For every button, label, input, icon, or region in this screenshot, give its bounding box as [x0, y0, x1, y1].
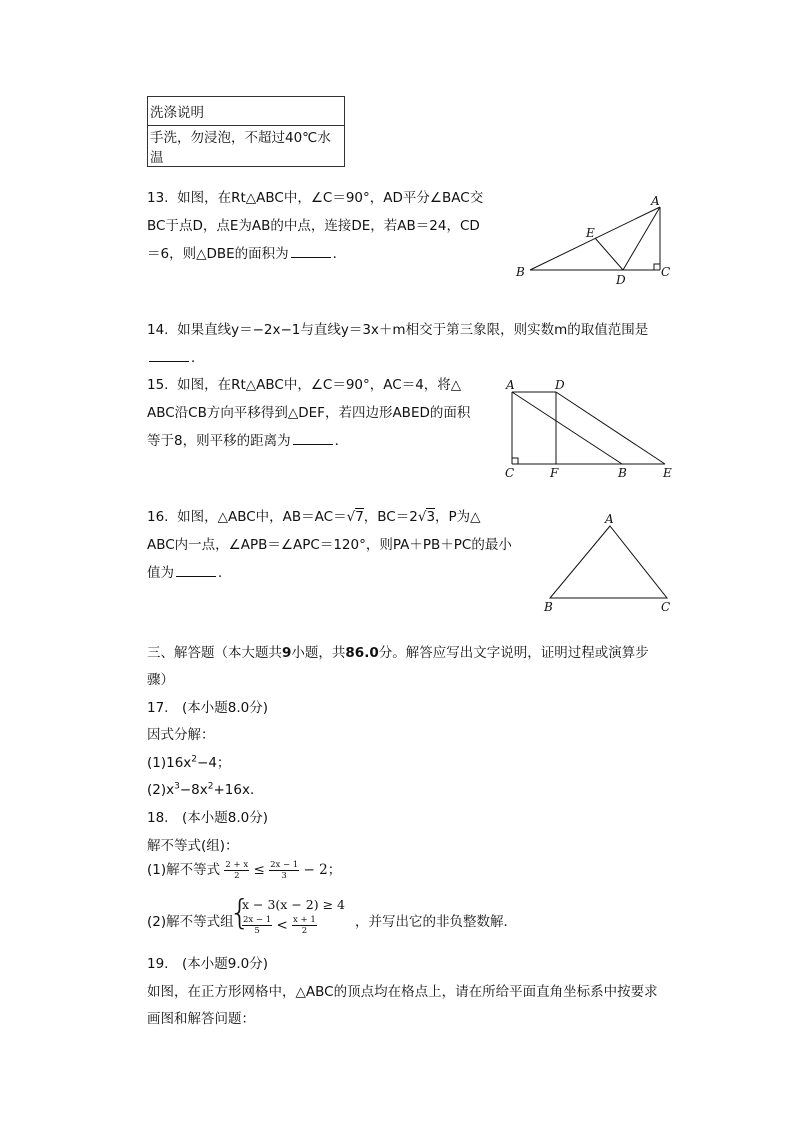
fraction: $\frac{2 + x}{2}$: [225, 859, 249, 881]
q17-part2-text2: −8x: [179, 782, 208, 798]
label-D: D: [616, 273, 626, 287]
label-E: E: [663, 466, 672, 480]
question-number: 15.: [147, 377, 169, 393]
q18-system-row1: x − 3(x − 2) ≥ 4: [242, 897, 345, 912]
q16-line1b: ，BC＝2: [363, 509, 418, 525]
sqrt-symbol: √: [417, 509, 427, 525]
q18-header: 18. (本小题8.0分): [147, 810, 268, 826]
label-B: B: [618, 466, 627, 480]
sqrt3-value: 3: [426, 509, 436, 525]
q17-part2-text: (2)x: [147, 782, 175, 798]
q18-part1: [147, 858, 341, 881]
q18-part2-suffix: ，并写出它的非负整数解．: [355, 914, 517, 930]
q16-figure: [540, 510, 680, 615]
q15-figure: [500, 375, 680, 485]
q18-part2-prefix: (2)解不等式组: [147, 914, 234, 930]
q19-line2: 画图和解答问题：: [147, 1011, 255, 1027]
q17-part2-exponent2: 2: [207, 781, 214, 792]
q17-part2: [147, 778, 263, 798]
answer-blank[interactable]: [149, 347, 189, 362]
q16-line1a: 如图，△ABC中，AB＝AC＝: [177, 509, 347, 525]
q13-period: ．: [332, 246, 347, 262]
q16-line2: ABC内一点，∠APB＝∠APC＝120°，则PA＋PB＋PC的最小: [147, 537, 512, 553]
q16-period: ．: [218, 565, 232, 581]
answer-blank[interactable]: [176, 562, 216, 577]
question-number: 14.: [147, 322, 169, 338]
label-C: C: [661, 600, 671, 614]
care-instruction-table: [147, 96, 345, 167]
q13-line2: BC于点D，点E为AB的中点，连接DE，若AB＝24，CD: [147, 218, 480, 234]
sqrt7-value: 7: [355, 509, 364, 525]
q18-part1-suffix: − 2；: [303, 862, 342, 878]
lt-symbol: <: [276, 917, 288, 934]
sqrt-symbol: √: [346, 509, 356, 525]
q17-part1-exponent: 2: [191, 754, 198, 765]
section-3-count: 9: [282, 645, 292, 661]
q13-line1: 如图，在Rt△ABC中，∠C＝90°，AD平分∠BAC交: [177, 190, 484, 206]
section-3-line2: 骤）: [147, 672, 174, 688]
q13-figure: [510, 190, 680, 285]
label-C: C: [661, 265, 671, 279]
label-A: A: [651, 194, 660, 208]
q17-part2-text3: +16x．: [213, 782, 264, 798]
q19-line1: 如图，在正方形网格中，△ABC的顶点均在格点上，请在所给平面直角坐标系中按要求: [147, 984, 658, 1000]
question-number: 13.: [147, 190, 169, 206]
q19-header: 19. (本小题9.0分): [147, 956, 268, 972]
q15-line3: 等于8，则平移的距离为: [147, 433, 291, 449]
label-B: B: [544, 600, 553, 614]
section-3-line1a: 三、解答题（本大题共: [147, 645, 282, 661]
q18-system-row2: $\frac{2x - 1}{5}$ < $\frac{x + 1}{2}$: [243, 915, 316, 936]
care-table-header: 洗涤说明: [148, 97, 345, 126]
q17-part1-text2: −4；: [197, 755, 231, 771]
q17-part1-text: (1)16x: [147, 755, 192, 771]
q18-part1-prefix: (1)解不等式: [147, 862, 221, 878]
label-D: D: [555, 378, 565, 392]
q16-line1c: ，P为△: [435, 509, 481, 525]
brace-symbol: {: [229, 893, 251, 933]
label-A: A: [506, 378, 515, 392]
section-3-line1c: 分。解答应写出文字说明，证明过程或演算步: [378, 645, 649, 661]
q18-instruction: 解不等式(组)：: [147, 838, 239, 854]
q15-period: ．: [334, 433, 349, 449]
section-3-score: 86.0: [345, 645, 379, 661]
fraction: $\frac{2x - 1}{3}$: [270, 859, 299, 881]
q15-line1: 如图，在Rt△ABC中，∠C＝90°，AC＝4，将△: [177, 377, 462, 393]
answer-blank[interactable]: [293, 430, 333, 445]
q15-line2: ABC沿CB方向平移得到△DEF，若四边形ABED的面积: [147, 405, 471, 421]
label-A: A: [605, 512, 614, 526]
label-B: B: [516, 265, 525, 279]
q13-line3: ＝6，则△DBE的面积为: [147, 246, 289, 262]
q17-instruction: 因式分解：: [147, 727, 215, 743]
leq-symbol: ≤: [253, 862, 265, 878]
question-number: 16.: [147, 509, 169, 525]
q17-part2-exponent1: 3: [174, 781, 180, 792]
label-F: F: [550, 466, 559, 480]
q16-line3: 值为: [147, 565, 174, 581]
q17-header: 17. (本小题8.0分): [147, 700, 268, 716]
care-table-content: 手洗，勿浸泡，不超过40℃水温: [148, 126, 345, 167]
q17-part1: [147, 751, 230, 771]
label-E: E: [586, 226, 595, 240]
section-3-line1b: 小题，共: [291, 645, 346, 661]
label-C: C: [505, 466, 515, 480]
q14-period: ．: [191, 350, 205, 366]
answer-blank[interactable]: [291, 243, 331, 258]
q14-line1: 如果直线y＝−2x−1与直线y＝3x＋m相交于第三象限，则实数m的取值范围是: [177, 322, 649, 338]
